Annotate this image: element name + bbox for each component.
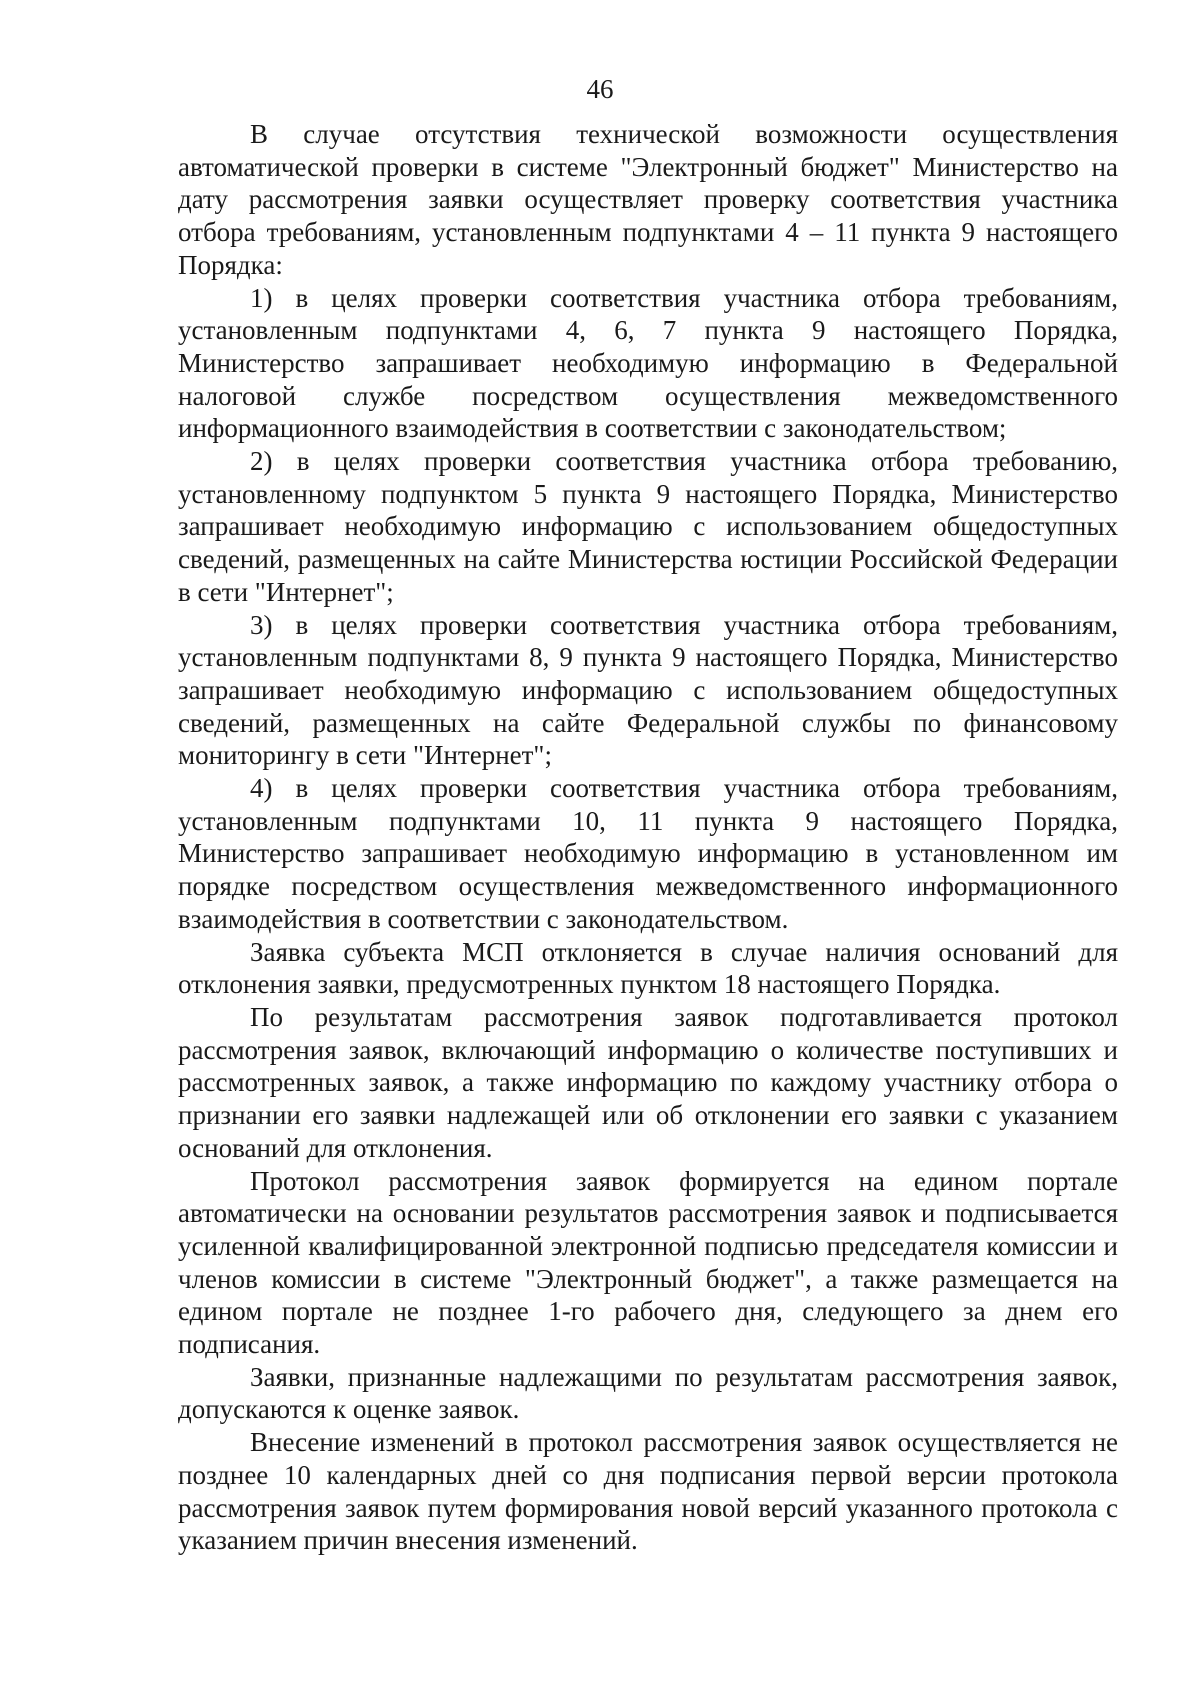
paragraph-admission: Заявки, признанные надлежащими по результатам рассмотрения заявок, допускаются к оценке заявок. — [178, 1361, 1118, 1425]
paragraph-protocol-preparation: По результатам рассмотрения заявок подготавливается протокол рассмотрения заявок, включающий информацию о количестве поступивших и рассмотренных заявок, а также информацию по каждому участнику отбора о признании его заявки надлежащей или об отклонении его заявки с указанием оснований для отклонения. — [178, 1001, 1118, 1163]
paragraph-protocol-changes: Внесение изменений в протокол рассмотрения заявок осуществляется не позднее 10 календарных дней со дня подписания первой версии протокола рассмотрения заявок путем формирования новой версий указанного протокола с указанием причин внесения изменений. — [178, 1427, 1118, 1556]
document-body — [178, 118, 1118, 1557]
paragraph-item-3: 3) в целях проверки соответствия участника отбора требованиям, установленным подпунктами 8, 9 пункта 9 настоящего Порядка, Министерство запрашивает необходимую информацию с использованием общедоступных сведений, размещенных на сайте Федеральной службы по финансовому мониторингу в сети "Интернет"; — [178, 609, 1118, 771]
paragraph-item-4: 4) в целях проверки соответствия участника отбора требованиям, установленным подпунктами 10, 11 пункта 9 настоящего Порядка, Министерство запрашивает необходимую информацию в установленном им порядке посредством осуществления межведомственного информационного взаимодействия в соответствии с законодательством. — [178, 773, 1118, 934]
paragraph-protocol-formation: Протокол рассмотрения заявок формируется на едином портале автоматически на основании результатов рассмотрения заявок и подписывается усиленной квалифицированной электронной подписью председателя комиссии и членов комиссии в системе "Электронный бюджет", а также размещается на едином портале не позднее 1-го рабочего дня, следующего за днем его подписания. — [178, 1165, 1118, 1360]
paragraph-rejection: Заявка субъекта МСП отклоняется в случае наличия оснований для отклонения заявки, предусмотренных пунктом 18 настоящего Порядка. — [178, 936, 1118, 1000]
page-number: 46 — [586, 74, 614, 104]
paragraph-item-2: 2) в целях проверки соответствия участника отбора требованию, установленному подпунктом 5 пункта 9 настоящего Порядка, Министерство запрашивает необходимую информацию с использованием общедоступных сведений, размещенных на сайте Министерства юстиции Российской Федерации в сети "Интернет"; — [178, 446, 1118, 607]
paragraph-item-1: 1) в целях проверки соответствия участника отбора требованиям, установленным подпунктами 4, 6, 7 пункта 9 настоящего Порядка, Министерство запрашивает необходимую информацию в Федеральной налоговой службе посредством осуществления межведомственного информационного взаимодействия в соответствии с законодательством; — [178, 282, 1118, 444]
paragraph-verification-intro: В случае отсутствия технической возможности осуществления автоматической проверки в системе "Электронный бюджет" Министерство на дату рассмотрения заявки осуществляет проверку соответствия участника отбора требованиям, установленным подпунктами 4 – 11 пункта 9 настоящего Порядка: — [178, 119, 1118, 280]
